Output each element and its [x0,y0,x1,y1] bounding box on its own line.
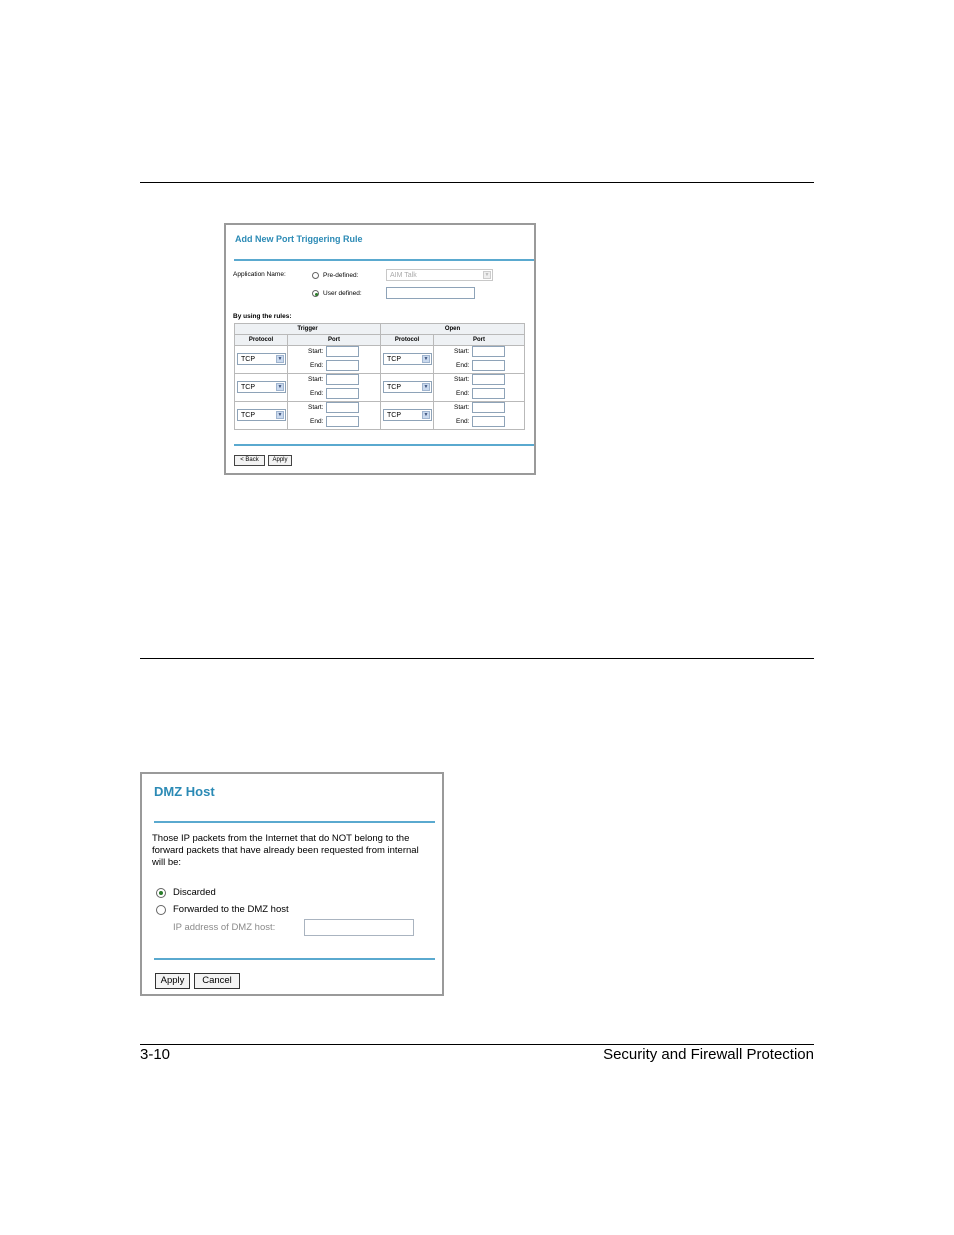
start-label: Start: [454,376,470,383]
bottom-divider [154,958,435,960]
end-label: End: [456,390,470,397]
predefined-label: Pre-defined: [323,272,359,279]
table-row [235,346,525,374]
select-value: TCP [387,412,401,419]
open-protocol-select[interactable] [383,381,432,393]
chevron-down-icon: ▼ [277,412,283,418]
select-value: TCP [387,356,401,363]
open-protocol-select[interactable] [383,353,432,365]
apply-button[interactable]: Apply [268,455,292,466]
discarded-label: Discarded [173,887,216,898]
end-label: End: [310,362,324,369]
cancel-button[interactable]: Cancel [194,973,240,989]
trigger-protocol-select[interactable] [237,381,286,393]
middle-rule [140,658,814,659]
discarded-radio[interactable] [156,888,166,898]
trigger-header: Trigger [235,324,381,335]
table-group-header [235,324,525,335]
title-divider [154,821,435,823]
open-start-input[interactable] [472,402,505,413]
trigger-start-input[interactable] [326,346,359,357]
end-label: End: [456,362,470,369]
open-end-input[interactable] [472,360,505,371]
section-title: Security and Firewall Protection [603,1046,814,1063]
forwarded-radio[interactable] [156,905,166,915]
userdefined-input[interactable] [386,287,475,299]
predefined-select[interactable] [386,269,493,281]
table-column-header [235,335,525,346]
start-label: Start: [308,376,324,383]
panel-title: DMZ Host [154,784,215,799]
end-label: End: [310,390,324,397]
select-value: TCP [241,384,255,391]
trigger-start-input[interactable] [326,374,359,385]
chevron-down-icon: ▼ [423,356,429,362]
rules-label: By using the rules: [233,313,292,320]
trigger-end-input[interactable] [326,416,359,427]
chevron-down-icon: ▼ [423,384,429,390]
select-value: TCP [241,356,255,363]
panel-title: Add New Port Triggering Rule [235,234,363,244]
open-end-input[interactable] [472,388,505,399]
predefined-select-value: AIM Talk [390,272,417,279]
predefined-radio[interactable] [312,272,319,279]
chevron-down-icon: ▼ [277,356,283,362]
chevron-down-icon: ▼ [277,384,283,390]
chevron-down-icon: ▼ [423,412,429,418]
select-value: TCP [387,384,401,391]
trigger-protocol-header: Protocol [235,335,288,346]
forwarded-label: Forwarded to the DMZ host [173,904,289,915]
open-header: Open [381,324,525,335]
select-value: TCP [241,412,255,419]
open-start-input[interactable] [472,374,505,385]
open-port-header: Port [434,335,525,346]
description-line-2: forward packets that have already been requested from internal [152,845,419,856]
footer-rule [140,1044,814,1045]
table-row [235,374,525,402]
trigger-start-input[interactable] [326,402,359,413]
dmz-host-panel [140,772,444,996]
bottom-divider [234,444,534,446]
description-line-1: Those IP packets from the Internet that do NOT belong to the [152,833,410,844]
chevron-down-icon: ▼ [484,272,490,278]
start-label: Start: [454,404,470,411]
trigger-protocol-select[interactable] [237,409,286,421]
open-start-input[interactable] [472,346,505,357]
description-line-3: will be: [152,857,182,868]
start-label: Start: [308,404,324,411]
end-label: End: [310,418,324,425]
ip-address-label: IP address of DMZ host: [173,922,276,933]
open-protocol-select[interactable] [383,409,432,421]
dmz-ip-input[interactable] [304,919,414,936]
userdefined-label: User defined: [323,290,362,297]
trigger-port-header: Port [288,335,381,346]
top-rule [140,182,814,183]
application-name-label: Application Name: [233,271,286,278]
open-protocol-header: Protocol [381,335,434,346]
port-triggering-panel [224,223,536,475]
apply-button[interactable]: Apply [155,973,190,989]
trigger-protocol-select[interactable] [237,353,286,365]
start-label: Start: [454,348,470,355]
rules-table [234,323,525,430]
end-label: End: [456,418,470,425]
userdefined-radio[interactable] [312,290,319,297]
page-number: 3-10 [140,1046,171,1063]
back-button[interactable]: < Back [234,455,265,466]
table-row [235,402,525,430]
trigger-end-input[interactable] [326,360,359,371]
title-divider [234,259,534,261]
start-label: Start: [308,348,324,355]
trigger-end-input[interactable] [326,388,359,399]
open-end-input[interactable] [472,416,505,427]
